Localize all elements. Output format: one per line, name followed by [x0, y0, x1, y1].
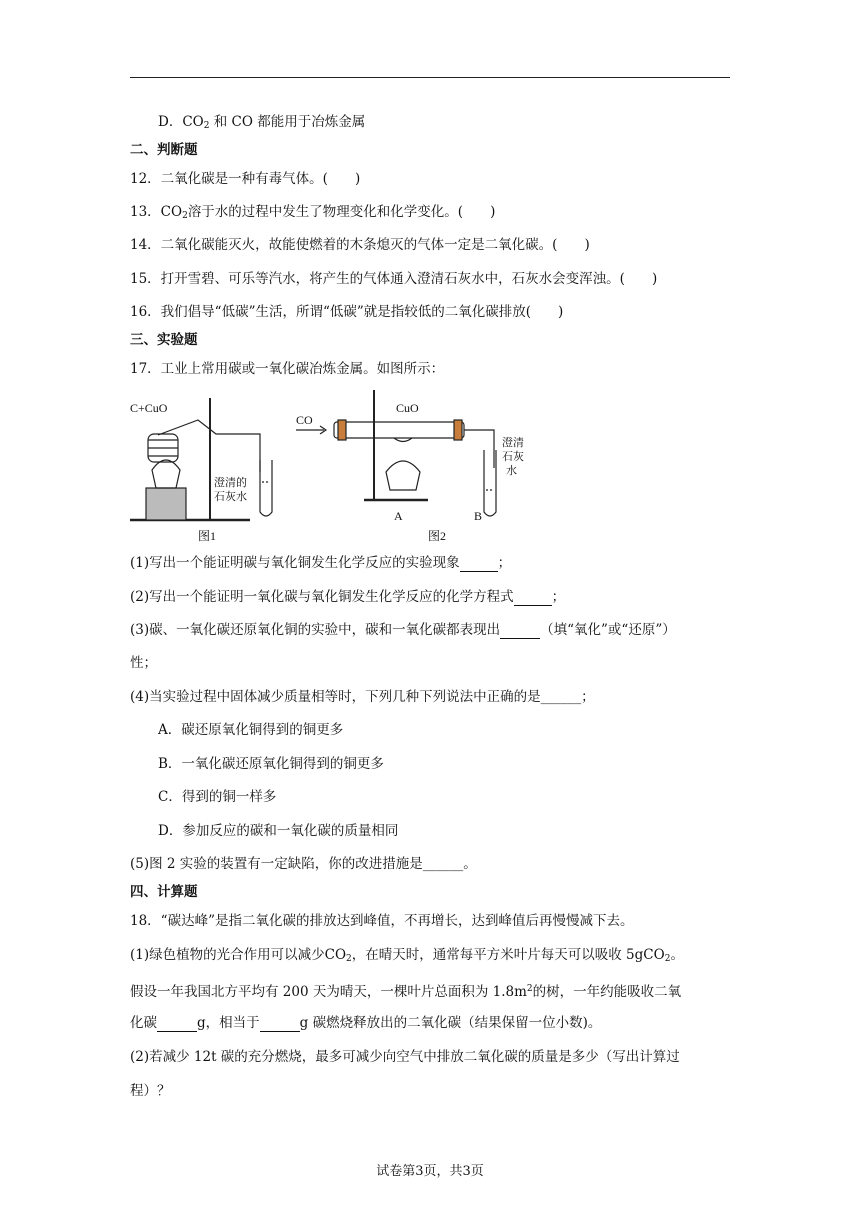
answer-blank[interactable]: [157, 1017, 197, 1032]
q17-option-d: D．参加反应的碳和一氧化碳的质量相同: [158, 823, 399, 839]
fig1-limewater-tube: [260, 460, 272, 516]
answer-blank[interactable]: [514, 591, 552, 606]
answer-blank[interactable]: [460, 557, 498, 572]
fig2-lamp: [386, 461, 420, 490]
svg-text:澄清: 澄清: [502, 437, 524, 449]
q17-part-3: (3)碳、一氧化碳还原氧化铜的实验中，碳和一氧化碳都表现出 （填“氧化”或“还原”）: [130, 622, 676, 638]
q17-part-2: (2)写出一个能证明一氧化碳与氧化铜发生化学反应的化学方程式 ；: [130, 589, 566, 605]
q17-stem: 17．工业上常用碳或一氧化碳冶炼金属。如图所示：: [130, 361, 445, 377]
answer-blank[interactable]: [260, 1017, 300, 1032]
header-rule: [130, 77, 730, 78]
q17-part-5: (5)图 2 实验的装置有一定缺陷，你的改进措施是______。: [130, 856, 477, 872]
answer-blank[interactable]: [500, 624, 540, 639]
q18-part-1-line-2: 假设一年我国北方平均有 200 天为晴天，一棵叶片总面积为 $1.8m^2$的树，一年约能吸收二氧: [130, 984, 682, 1000]
section-4-title: 四、计算题: [130, 884, 198, 900]
svg-text:水: 水: [506, 465, 517, 477]
section-3-title: 三、实验题: [130, 332, 198, 348]
fig2-caption: 图2: [428, 529, 447, 543]
q11-option-d: D．$CO_2$ 和 CO 都能用于冶炼金属: [158, 114, 366, 131]
q18-part-1-line-1: (1)绿色植物的光合作用可以减少$CO_2$，在晴天时，通常每平方米叶片每天可以吸收 5gCO$_2$。: [130, 947, 684, 964]
fig2-gas-label: CO: [296, 413, 313, 427]
q18-part-1-line-3: 化碳 g，相当于 g 碳燃烧释放出的二氧化碳（结果保留一位小数)。: [130, 1015, 602, 1031]
q14: 14．二氧化碳能灭火，故能使燃着的木条熄灭的气体一定是二氧化碳。( ): [130, 237, 590, 253]
fig1-block: [146, 488, 186, 520]
q17-part-1: (1)写出一个能证明碳与氧化铜发生化学反应的实验现象 ；: [130, 555, 512, 571]
fig1-test-tube: [158, 420, 236, 435]
q13: 13．$CO_2$溶于水的过程中发生了物理变化和化学变化。( ): [130, 204, 496, 221]
section-2-title: 二、判断题: [130, 142, 198, 158]
q12: 12．二氧化碳是一种有毒气体。( ): [130, 171, 361, 187]
fig2-tube: [334, 422, 464, 438]
fig1-caption: 图1: [198, 529, 217, 543]
fig2-label-a: A: [394, 509, 403, 523]
q17-option-b: B．一氧化碳还原氧化铜得到的铜更多: [158, 756, 384, 772]
q17-part-3-cont: 性；: [130, 655, 157, 671]
svg-text:石灰: 石灰: [502, 451, 524, 463]
fig1-lamp: [152, 460, 180, 488]
fig2-label-b: B: [474, 509, 483, 523]
q18-part-2-line-2: 程）？: [130, 1083, 171, 1099]
svg-text:澄清的: 澄清的: [214, 477, 247, 489]
q18-stem: 18．“碳达峰”是指二氧化碳的排放达到峰值，不再增长，达到峰值后再慢慢减下去。: [130, 913, 634, 929]
q17-option-c: C．得到的铜一样多: [158, 789, 277, 805]
q18-part-2-line-1: (2)若减少 12t 碳的充分燃烧，最多可减少向空气中排放二氧化碳的质量是多少（写出计算过: [130, 1049, 680, 1065]
q16: 16．我们倡导“低碳”生活，所谓“低碳”就是指较低的二氧化碳排放( ): [130, 304, 564, 320]
q17-option-a: A．碳还原氧化铜得到的铜更多: [158, 722, 344, 738]
svg-text:石灰水: 石灰水: [214, 491, 247, 503]
q17-part-4: (4)当实验过程中固体减少质量相等时，下列几种下列说法中正确的是______；: [130, 689, 595, 705]
fig1-delivery-tube: [236, 434, 260, 472]
fig2-cuo-label: CuO: [396, 401, 419, 415]
apparatus-figure: [128, 390, 524, 545]
page-footer: 试卷第3页，共3页: [376, 1164, 484, 1179]
fig1-label-reactants: C+CuO: [130, 401, 168, 415]
q15: 15．打开雪碧、可乐等汽水，将产生的气体通入澄清石灰水中，石灰水会变浑浊。( ): [130, 271, 658, 287]
